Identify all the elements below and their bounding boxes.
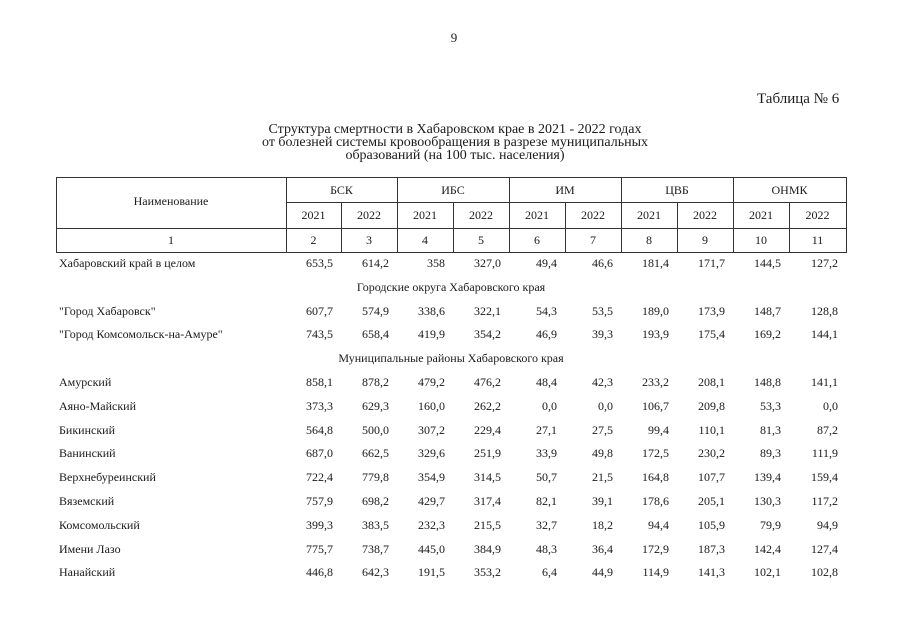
row-name: "Город Хабаровск": [59, 303, 156, 318]
page-number: 9: [450, 30, 458, 45]
column-number: 10: [755, 233, 767, 247]
table-cell: 94,4: [648, 517, 669, 532]
table-cell: 738,7: [362, 541, 389, 556]
table-row: [56, 561, 846, 581]
table-cell: 607,7: [306, 303, 333, 318]
table-cell: 384,9: [474, 541, 501, 556]
table-cell: 172,5: [642, 446, 669, 461]
table-cell: 215,5: [474, 517, 501, 532]
table-cell: 327,0: [474, 256, 501, 270]
table-cell: 21,5: [592, 470, 613, 485]
table-cell: 354,9: [418, 470, 445, 485]
table-row: [56, 252, 846, 272]
table-cell: 160,0: [418, 398, 445, 413]
column-number: 7: [590, 233, 596, 247]
table-cell: 419,9: [418, 327, 445, 342]
column-number: 11: [811, 233, 824, 247]
year-header: 2022: [469, 208, 493, 222]
table-cell: 354,2: [474, 327, 501, 342]
table-cell: 142,4: [754, 541, 781, 556]
table-cell: 107,7: [698, 470, 725, 485]
table-cell: 858,1: [306, 375, 333, 389]
table-cell: 614,2: [362, 256, 389, 270]
table-cell: 141,3: [698, 565, 725, 580]
table-row: [56, 323, 846, 343]
table-cell: 307,2: [418, 422, 445, 437]
table-cell: 49,4: [536, 256, 557, 270]
table-cell: 779,8: [362, 470, 389, 485]
year-header: 2022: [693, 208, 717, 222]
table-cell: 144,5: [754, 256, 781, 270]
table-cell: 39,3: [592, 327, 613, 342]
table-row: [56, 466, 846, 486]
column-group-header: ЦВБ: [665, 183, 689, 197]
table-cell: 32,7: [536, 517, 557, 532]
table-cell: 175,4: [698, 327, 725, 342]
table-cell: 105,9: [698, 517, 725, 532]
table-cell: 476,2: [474, 375, 501, 389]
table-cell: 111,9: [811, 446, 838, 461]
row-name: Комсомольский: [59, 517, 140, 532]
table-cell: 229,4: [474, 422, 501, 437]
table-cell: 429,7: [418, 494, 445, 508]
table-cell: 102,1: [754, 565, 781, 580]
table-cell: 144,1: [811, 327, 838, 342]
section-title: Городские округа Хабаровского края: [356, 279, 546, 294]
table-cell: 39,1: [592, 494, 613, 508]
table-cell: 662,5: [362, 446, 389, 461]
table-cell: 130,3: [754, 494, 781, 508]
table-row: [56, 371, 846, 391]
table-cell: 653,5: [306, 256, 333, 270]
table-cell: 187,3: [698, 541, 725, 556]
table-cell: 148,7: [754, 303, 781, 318]
table-cell: 722,4: [306, 470, 333, 485]
year-header: 2021: [749, 208, 773, 222]
column-group-header: ИБС: [441, 183, 465, 197]
table-cell: 208,1: [698, 375, 725, 389]
table-cell: 169,2: [754, 327, 781, 342]
table-cell: 99,4: [648, 422, 669, 437]
table-cell: 642,3: [362, 565, 389, 580]
table-row: [56, 300, 846, 320]
table-cell: 159,4: [811, 470, 838, 485]
table-cell: 775,7: [306, 541, 333, 556]
table-cell: 106,7: [642, 398, 669, 413]
table-cell: 27,1: [536, 422, 557, 437]
rule-line: [286, 202, 846, 203]
year-header: 2021: [301, 208, 326, 222]
table-cell: 50,7: [536, 470, 557, 485]
table-cell: 48,3: [536, 541, 557, 556]
row-name: Хабаровский край в целом: [59, 256, 196, 270]
table-row: [56, 419, 846, 439]
table-cell: 94,9: [817, 517, 838, 532]
table-cell: 322,1: [474, 303, 501, 318]
rule-line: [56, 228, 846, 229]
table-cell: 127,2: [811, 256, 838, 270]
column-group-header: БСК: [330, 183, 353, 197]
table-cell: 0,0: [598, 398, 613, 413]
table-cell: 0,0: [823, 398, 838, 413]
table-cell: 81,3: [760, 422, 781, 437]
year-header: 2021: [525, 208, 549, 222]
table-cell: 172,9: [642, 541, 669, 556]
year-header: 2022: [581, 208, 605, 222]
table-cell: 317,4: [474, 494, 501, 508]
table-row: [56, 490, 846, 510]
table-cell: 358: [427, 256, 445, 270]
table-cell: 251,9: [474, 446, 501, 461]
table-cell: 743,5: [306, 327, 333, 342]
year-header: 2021: [637, 208, 661, 222]
year-header: 2021: [413, 208, 437, 222]
column-number: 1: [168, 233, 174, 247]
table-cell: 49,8: [592, 446, 613, 461]
table-cell: 353,2: [474, 565, 501, 580]
table-cell: 445,0: [418, 541, 445, 556]
table-caption: [232, 123, 678, 162]
caption-line: от болезней системы кровообращения в разрезе муниципальных: [262, 135, 648, 150]
table-cell: 314,5: [474, 470, 501, 485]
table-cell: 329,6: [418, 446, 445, 461]
table-cell: 0,0: [542, 398, 557, 413]
row-name: Аяно-Майский: [59, 398, 137, 413]
rule-line: [56, 177, 846, 178]
section-row: [56, 276, 846, 296]
table-cell: 658,4: [362, 327, 389, 342]
table-label: Таблица № 6: [757, 91, 840, 107]
table-cell: 102,8: [811, 565, 838, 580]
table-cell: 191,5: [418, 565, 445, 580]
table-cell: 629,3: [362, 398, 389, 413]
table-cell: 178,6: [642, 494, 669, 508]
column-number: 4: [422, 233, 428, 247]
table-row: [56, 514, 846, 534]
table-cell: 87,2: [817, 422, 838, 437]
table-cell: 89,3: [760, 446, 781, 461]
table-cell: 164,8: [642, 470, 669, 485]
table-cell: 338,6: [418, 303, 445, 318]
table-cell: 82,1: [536, 494, 557, 508]
table-cell: 128,8: [811, 303, 838, 318]
row-name: Имени Лазо: [59, 541, 121, 556]
table-cell: 42,3: [592, 375, 613, 389]
row-name: "Город Комсомольск-на-Амуре": [59, 327, 223, 342]
column-number: 6: [534, 233, 540, 247]
year-header: 2022: [357, 208, 381, 222]
table-cell: 141,1: [811, 375, 838, 389]
table-cell: 114,9: [642, 565, 669, 580]
table-cell: 232,3: [418, 517, 445, 532]
table-cell: 173,9: [698, 303, 725, 318]
table-cell: 36,4: [592, 541, 613, 556]
table-cell: 230,2: [698, 446, 725, 461]
section-title: Муниципальные районы Хабаровского края: [338, 351, 564, 366]
table-cell: 18,2: [592, 517, 613, 532]
column-group-header: ОНМК: [771, 183, 808, 197]
column-number: 2: [310, 233, 317, 247]
table-cell: 44,9: [592, 565, 613, 580]
table-row: [56, 538, 846, 558]
table-cell: 46,6: [592, 256, 613, 270]
table-cell: 233,2: [642, 375, 669, 389]
table-cell: 139,4: [754, 470, 781, 485]
table-cell: 564,8: [306, 422, 333, 437]
table-cell: 110,1: [698, 422, 725, 437]
table-cell: 33,9: [536, 446, 557, 461]
column-number: 5: [478, 233, 484, 247]
table-cell: 399,3: [306, 517, 333, 532]
column-group-header: ИМ: [555, 183, 575, 197]
table-cell: 148,8: [754, 375, 781, 389]
table-cell: 6,4: [542, 565, 557, 580]
table-row: [56, 442, 846, 462]
table-cell: 79,9: [760, 517, 781, 532]
table-cell: 54,3: [536, 303, 557, 318]
table-cell: 205,1: [698, 494, 725, 508]
section-row: [56, 347, 846, 367]
table-cell: 53,3: [760, 398, 781, 413]
column-number: 8: [646, 233, 652, 247]
table-cell: 53,5: [592, 303, 613, 318]
row-name: Нанайский: [59, 565, 116, 580]
table-cell: 383,5: [362, 517, 389, 532]
row-name: Амурский: [59, 375, 112, 389]
table-header: [56, 177, 846, 252]
table-cell: 500,0: [362, 422, 389, 437]
table-cell: 698,2: [362, 494, 389, 508]
rule-line: [846, 177, 847, 253]
table-cell: 373,3: [306, 398, 333, 413]
table-cell: 878,2: [362, 375, 389, 389]
table-cell: 127,4: [811, 541, 838, 556]
table-cell: 48,4: [536, 375, 557, 389]
table-cell: 193,9: [642, 327, 669, 342]
table-cell: 171,7: [698, 256, 725, 270]
column-number: 9: [702, 233, 708, 247]
row-name: Ванинский: [59, 446, 116, 461]
table-cell: 27,5: [592, 422, 613, 437]
table-cell: 46,9: [536, 327, 557, 342]
row-name: Бикинский: [59, 422, 115, 437]
column-header-name: Наименование: [133, 194, 209, 208]
table-cell: 209,8: [698, 398, 725, 413]
table-cell: 446,8: [306, 565, 333, 580]
year-header: 2022: [805, 208, 830, 222]
table-cell: 117,2: [811, 494, 838, 508]
row-name: Верхнебуреинский: [59, 470, 156, 485]
caption-line: Структура смертности в Хабаровском крае в 2021 - 2022 годах: [268, 122, 642, 137]
column-number: 3: [366, 233, 372, 247]
table-row: [56, 395, 846, 415]
table-cell: 687,0: [306, 446, 333, 461]
table-cell: 181,4: [642, 256, 669, 270]
table-cell: 262,2: [474, 398, 501, 413]
row-name: Вяземский: [59, 494, 115, 508]
table-cell: 757,9: [306, 494, 333, 508]
table-cell: 574,9: [362, 303, 389, 318]
table-cell: 479,2: [418, 375, 445, 389]
caption-line: образований (на 100 тыс. населения): [345, 148, 565, 163]
table-cell: 189,0: [642, 303, 669, 318]
